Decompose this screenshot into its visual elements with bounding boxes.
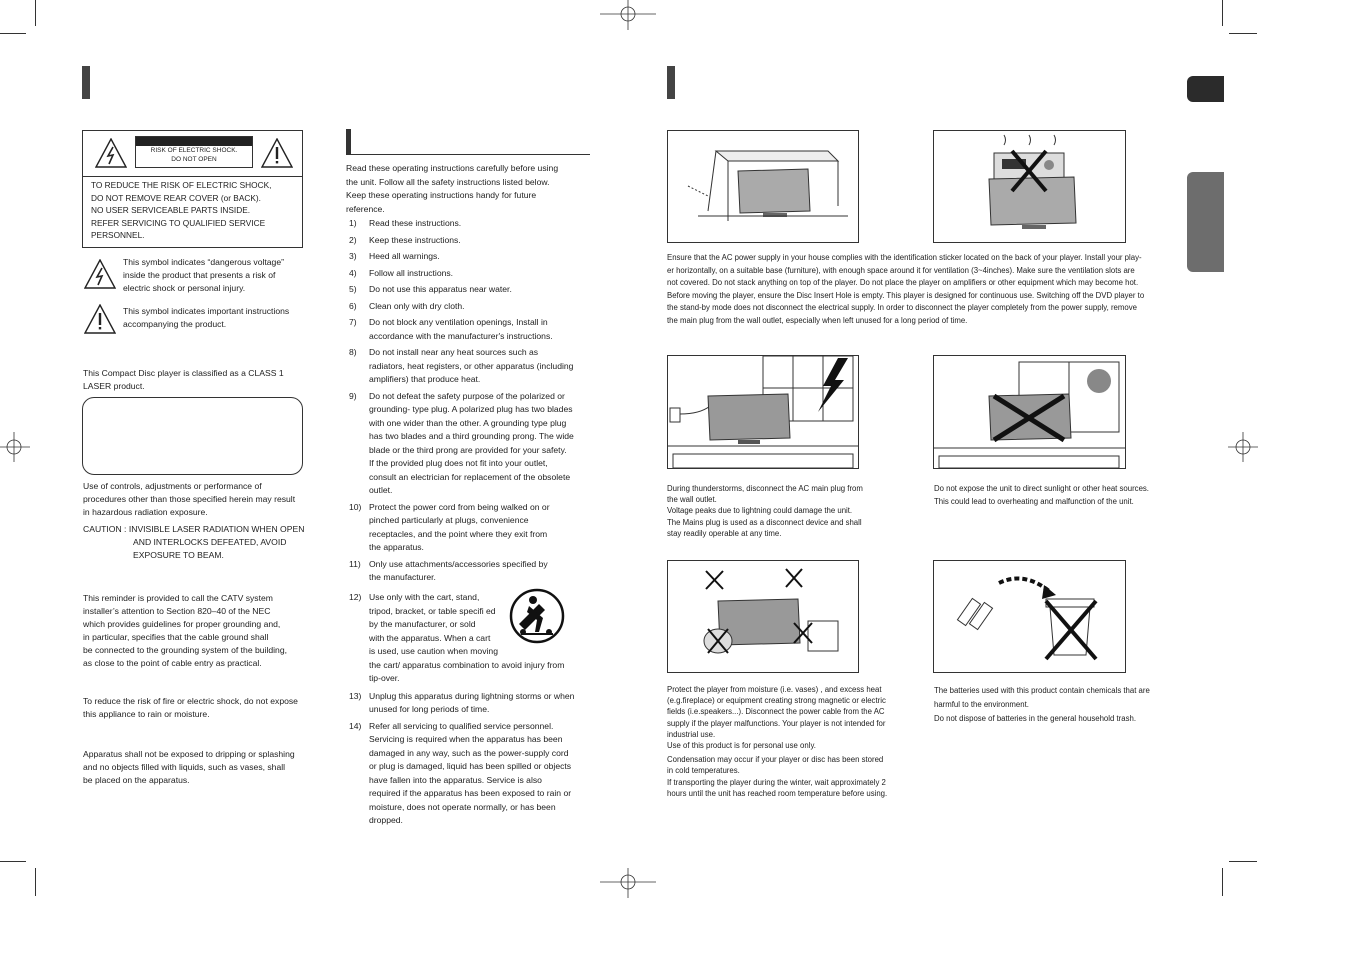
- instruction-item: [349, 501, 594, 555]
- instruction-text: amplifiers) that produce heat.: [369, 374, 481, 384]
- instruction-item: [349, 390, 594, 498]
- instruction-number: 1): [349, 218, 357, 228]
- instruction-item: [349, 690, 594, 717]
- instruction-item: [349, 267, 594, 281]
- caution-label-line: RISK OF ELECTRIC SHOCK.: [150, 147, 238, 154]
- section-title-bar: [82, 66, 90, 99]
- safety-instruction-list: [349, 217, 594, 588]
- instruction-text: the manufacturer.: [369, 572, 436, 582]
- battery-disposal-illustration: [933, 560, 1126, 673]
- instruction-text: moisture, does not operate normally, or has been: [369, 801, 556, 812]
- instruction-number: 10): [349, 501, 362, 512]
- instruction-text: Unplug this apparatus during lightning storms or when: [369, 690, 575, 701]
- instruction-symbol-text: This symbol indicates important instructions accompanying the product.: [123, 306, 290, 329]
- instruction-item: [349, 720, 594, 828]
- instruction-number: 4): [349, 267, 357, 278]
- ventilation-text: Ensure that the AC power supply in your house complies with the identification sticker located on the back of your player. Install your play- er horizontally, on a suitable base (furniture), with enough space around it for ventilation (3~4inches). Make sure the ventilation slots are not covered. Do not stack anything on top of the player. Do not place the player on amplifiers or other equipment which may become hot. Before moving the player, ensure the Disc Insert Hole is empty. This player is designed for continuous use. Switching off the DVD player to the stand-by mode does not disconnect the electrical supply. In order to disconnect the player completely from the power supply, remove the main plug from the wall outlet, especially when left unused for a long period of time.: [667, 253, 1145, 325]
- fire-warning-text: To reduce the risk of fire or electric shock, do not expose this appliance to rain or moisture.: [83, 696, 298, 719]
- electric-shock-warning-box: [82, 130, 303, 248]
- instruction-text: Refer all servicing to qualified service personnel.: [369, 720, 554, 731]
- instruction-text: receptacles, and the point where they exit from: [369, 528, 548, 539]
- instruction-number: 9): [349, 390, 357, 401]
- sunlight-text: Do not expose the unit to direct sunlight or other heat sources. This could lead to overheating and malfunction of the unit.: [934, 484, 1149, 506]
- ventilation-illustration: [667, 130, 859, 243]
- thunderstorm-text: During thunderstorms, disconnect the AC main plug from the wall outlet. Voltage peaks due to lightning could damage the unit. The Mains plug is used as a disconnect device and shall stay readily operable at any time.: [667, 484, 863, 538]
- page-number-tab: [1187, 76, 1224, 102]
- instruction-text: consult an electrician for replacement of the obsolete: [369, 471, 571, 482]
- subsection-heading-rule: [346, 154, 590, 155]
- subsection-heading-bar: [346, 129, 351, 154]
- registration-mark: [600, 868, 656, 898]
- registration-mark: [0, 432, 30, 462]
- instruction-text: has two blades and a third grounding prong. The wide: [369, 431, 574, 441]
- crop-mark: [1229, 33, 1257, 34]
- instruction-text: Protect the power cord from being walked on or: [369, 501, 550, 512]
- laser-use-text: Use of controls, adjustments or performance of procedures other than those specified herein may result in hazardous radiation exposure.: [83, 481, 296, 517]
- instruction-text: outlet.: [369, 485, 393, 495]
- crop-mark: [1229, 861, 1257, 862]
- caution-label: [135, 136, 253, 168]
- crop-mark: [1222, 868, 1223, 896]
- instruction-item: [349, 300, 594, 314]
- instruction-number: 8): [349, 347, 357, 357]
- instruction-text: Read these instructions.: [369, 218, 462, 228]
- instruction-number: 7): [349, 317, 357, 327]
- crop-mark: [35, 868, 36, 896]
- chapter-tab: [1187, 172, 1224, 272]
- instruction-text: Do not defeat the safety purpose of the polarized or: [369, 390, 565, 401]
- instruction-number: 6): [349, 300, 357, 311]
- instruction-text: dropped.: [369, 815, 403, 825]
- instruction-item: [349, 316, 594, 343]
- instruction-text: Do not block any ventilation openings, Install in: [369, 317, 548, 327]
- moisture-illustration: [667, 560, 859, 673]
- instruction-text: Heed all warnings.: [369, 251, 440, 261]
- instruction-item: [349, 558, 594, 585]
- instruction-number: 13): [349, 690, 362, 701]
- thunderstorm-illustration: [667, 355, 859, 469]
- instruction-text: Keep these instructions.: [369, 234, 461, 245]
- instruction-text: have fallen into the apparatus. Service is also: [369, 774, 542, 785]
- caution-label-line: DO NOT OPEN: [171, 156, 217, 163]
- instruction-text: blade or the third prong are provided for your safety.: [369, 444, 567, 455]
- dripping-warning-text: Apparatus shall not be exposed to dripping or splashing and no objects filled with liquids, such as vases, shall be placed on the apparatus.: [83, 749, 295, 785]
- battery-text: The batteries used with this product contain chemicals that are harmful to the environment. Do not dispose of batteries in the general household trash.: [934, 686, 1150, 723]
- exclamation-triangle-icon: [261, 138, 293, 168]
- no-stacking-illustration: [933, 130, 1126, 243]
- cart-tip-over-icon: [509, 588, 565, 644]
- exclamation-triangle-icon: [84, 304, 116, 334]
- laser-caution-text: CAUTION : INVISIBLE LASER RADIATION WHEN OPEN AND INTERLOCKS DEFEATED, AVOID EXPOSURE TO BEAM.: [83, 524, 305, 560]
- instruction-text: damaged in any way, such as the power-supply cord: [369, 747, 569, 758]
- instruction-item: [349, 346, 594, 387]
- instruction-text: pinched particularly at plugs, convenience: [369, 515, 529, 525]
- crop-mark: [35, 0, 36, 26]
- item-12-block: 12) Use only with the cart, stand, tripod, bracket, or table specifi ed by the manufacturer, or sold with the apparatus. When a cart is used, use caution when moving the cart/ apparatus combination to avoid injury from tip-over. 13) Unplug this apparatus during lightning storms or when unused for long periods of time. 14) Refer all servicing to qualified service personnel. Servicing is required when the apparatus has been damaged in any way, such as the power-supply cord or plug is damaged, liquid has been spilled or objects have fallen into the apparatus. Service is also required if the apparatus has been exposed to rain or moisture, does not operate normally, or has been dropped.: [349, 591, 594, 831]
- registration-mark: [1228, 432, 1258, 462]
- instruction-text: If the provided plug does not fit into your outlet,: [369, 458, 548, 468]
- instruction-text: grounding- type plug. A polarized plug has two blades: [369, 404, 573, 414]
- instruction-text: Only use attachments/accessories specified by: [369, 558, 548, 569]
- warning-text: TO REDUCE THE RISK OF ELECTRIC SHOCK, DO NOT REMOVE REAR COVER (or BACK). NO USER SERVICEABLE PARTS INSIDE. REFER SERVICING TO QUALIFIED SERVICE PERSONNEL.: [91, 180, 272, 241]
- lightning-triangle-icon: [95, 138, 127, 168]
- instruction-text: the apparatus.: [369, 542, 424, 552]
- crop-mark: [1222, 0, 1223, 26]
- instruction-text: or plug is damaged, liquid has been spilled or objects: [369, 761, 572, 771]
- instruction-item: [349, 234, 594, 248]
- voltage-symbol-text: This symbol indicates “dangerous voltage” inside the product that presents a risk of electric shock or personal injury.: [123, 257, 284, 293]
- lightning-triangle-icon: [84, 259, 116, 289]
- instruction-text: required if the apparatus has been exposed to rain or: [369, 788, 572, 798]
- instruction-text: accordance with the manufacturer's instructions.: [369, 330, 553, 341]
- instruction-item: [349, 250, 594, 264]
- sunlight-illustration: [933, 355, 1126, 469]
- instruction-text: Do not use this apparatus near water.: [369, 284, 512, 294]
- laser-label-box: [82, 397, 303, 475]
- instruction-text: radiators, heat registers, or other apparatus (including: [369, 360, 574, 371]
- moisture-text: Protect the player from moisture (i.e. vases) , and excess heat (e.g.fireplace) or equipment creating strong magnetic or electric fields (i.e.speakers...). Disconnect the power cable from the AC supply if the player malfunctions. Your player is not intended for industrial use. Use of this product is for personal use only. Condensation may occur if your player or disc has been stored in cold temperatures. If transporting the player during the winter, wait approximately 2 hours until the unit has reached room temperature before using.: [667, 685, 888, 798]
- instruction-number: 2): [349, 234, 357, 245]
- instructions-intro: Read these operating instructions carefully before using the unit. Follow all the safety instructions listed below. Keep these operating instructions handy for future reference.: [346, 163, 559, 214]
- laser-class-text: This Compact Disc player is classified as a CLASS 1 LASER product.: [83, 368, 284, 391]
- instruction-item: [349, 217, 594, 231]
- instruction-number: 3): [349, 251, 357, 261]
- instruction-text: Servicing is required when the apparatus has been: [369, 734, 563, 744]
- registration-mark: [600, 0, 656, 30]
- crop-mark: [0, 861, 26, 862]
- crop-mark: [0, 33, 26, 34]
- instruction-text: Do not install near any heat sources such as: [369, 347, 539, 357]
- instruction-text: with one wider than the other. A grounding type plug: [369, 417, 567, 428]
- section-title-bar: [667, 66, 675, 99]
- instruction-item: [349, 283, 594, 297]
- instruction-number: 14): [349, 720, 362, 731]
- instruction-number: 11): [349, 558, 361, 569]
- instruction-text: Clean only with dry cloth.: [369, 300, 465, 311]
- instruction-text: unused for long periods of time.: [369, 704, 490, 714]
- instruction-text: Follow all instructions.: [369, 267, 454, 278]
- instruction-number: 5): [349, 284, 357, 294]
- catv-note: This reminder is provided to call the CATV system installer’s attention to Section 820–40 of the NEC which provides guidelines for proper grounding and, in particular, specifies that the cable ground shall be connected to the grounding system of the building, as close to the point of cable entry as practical.: [83, 593, 288, 668]
